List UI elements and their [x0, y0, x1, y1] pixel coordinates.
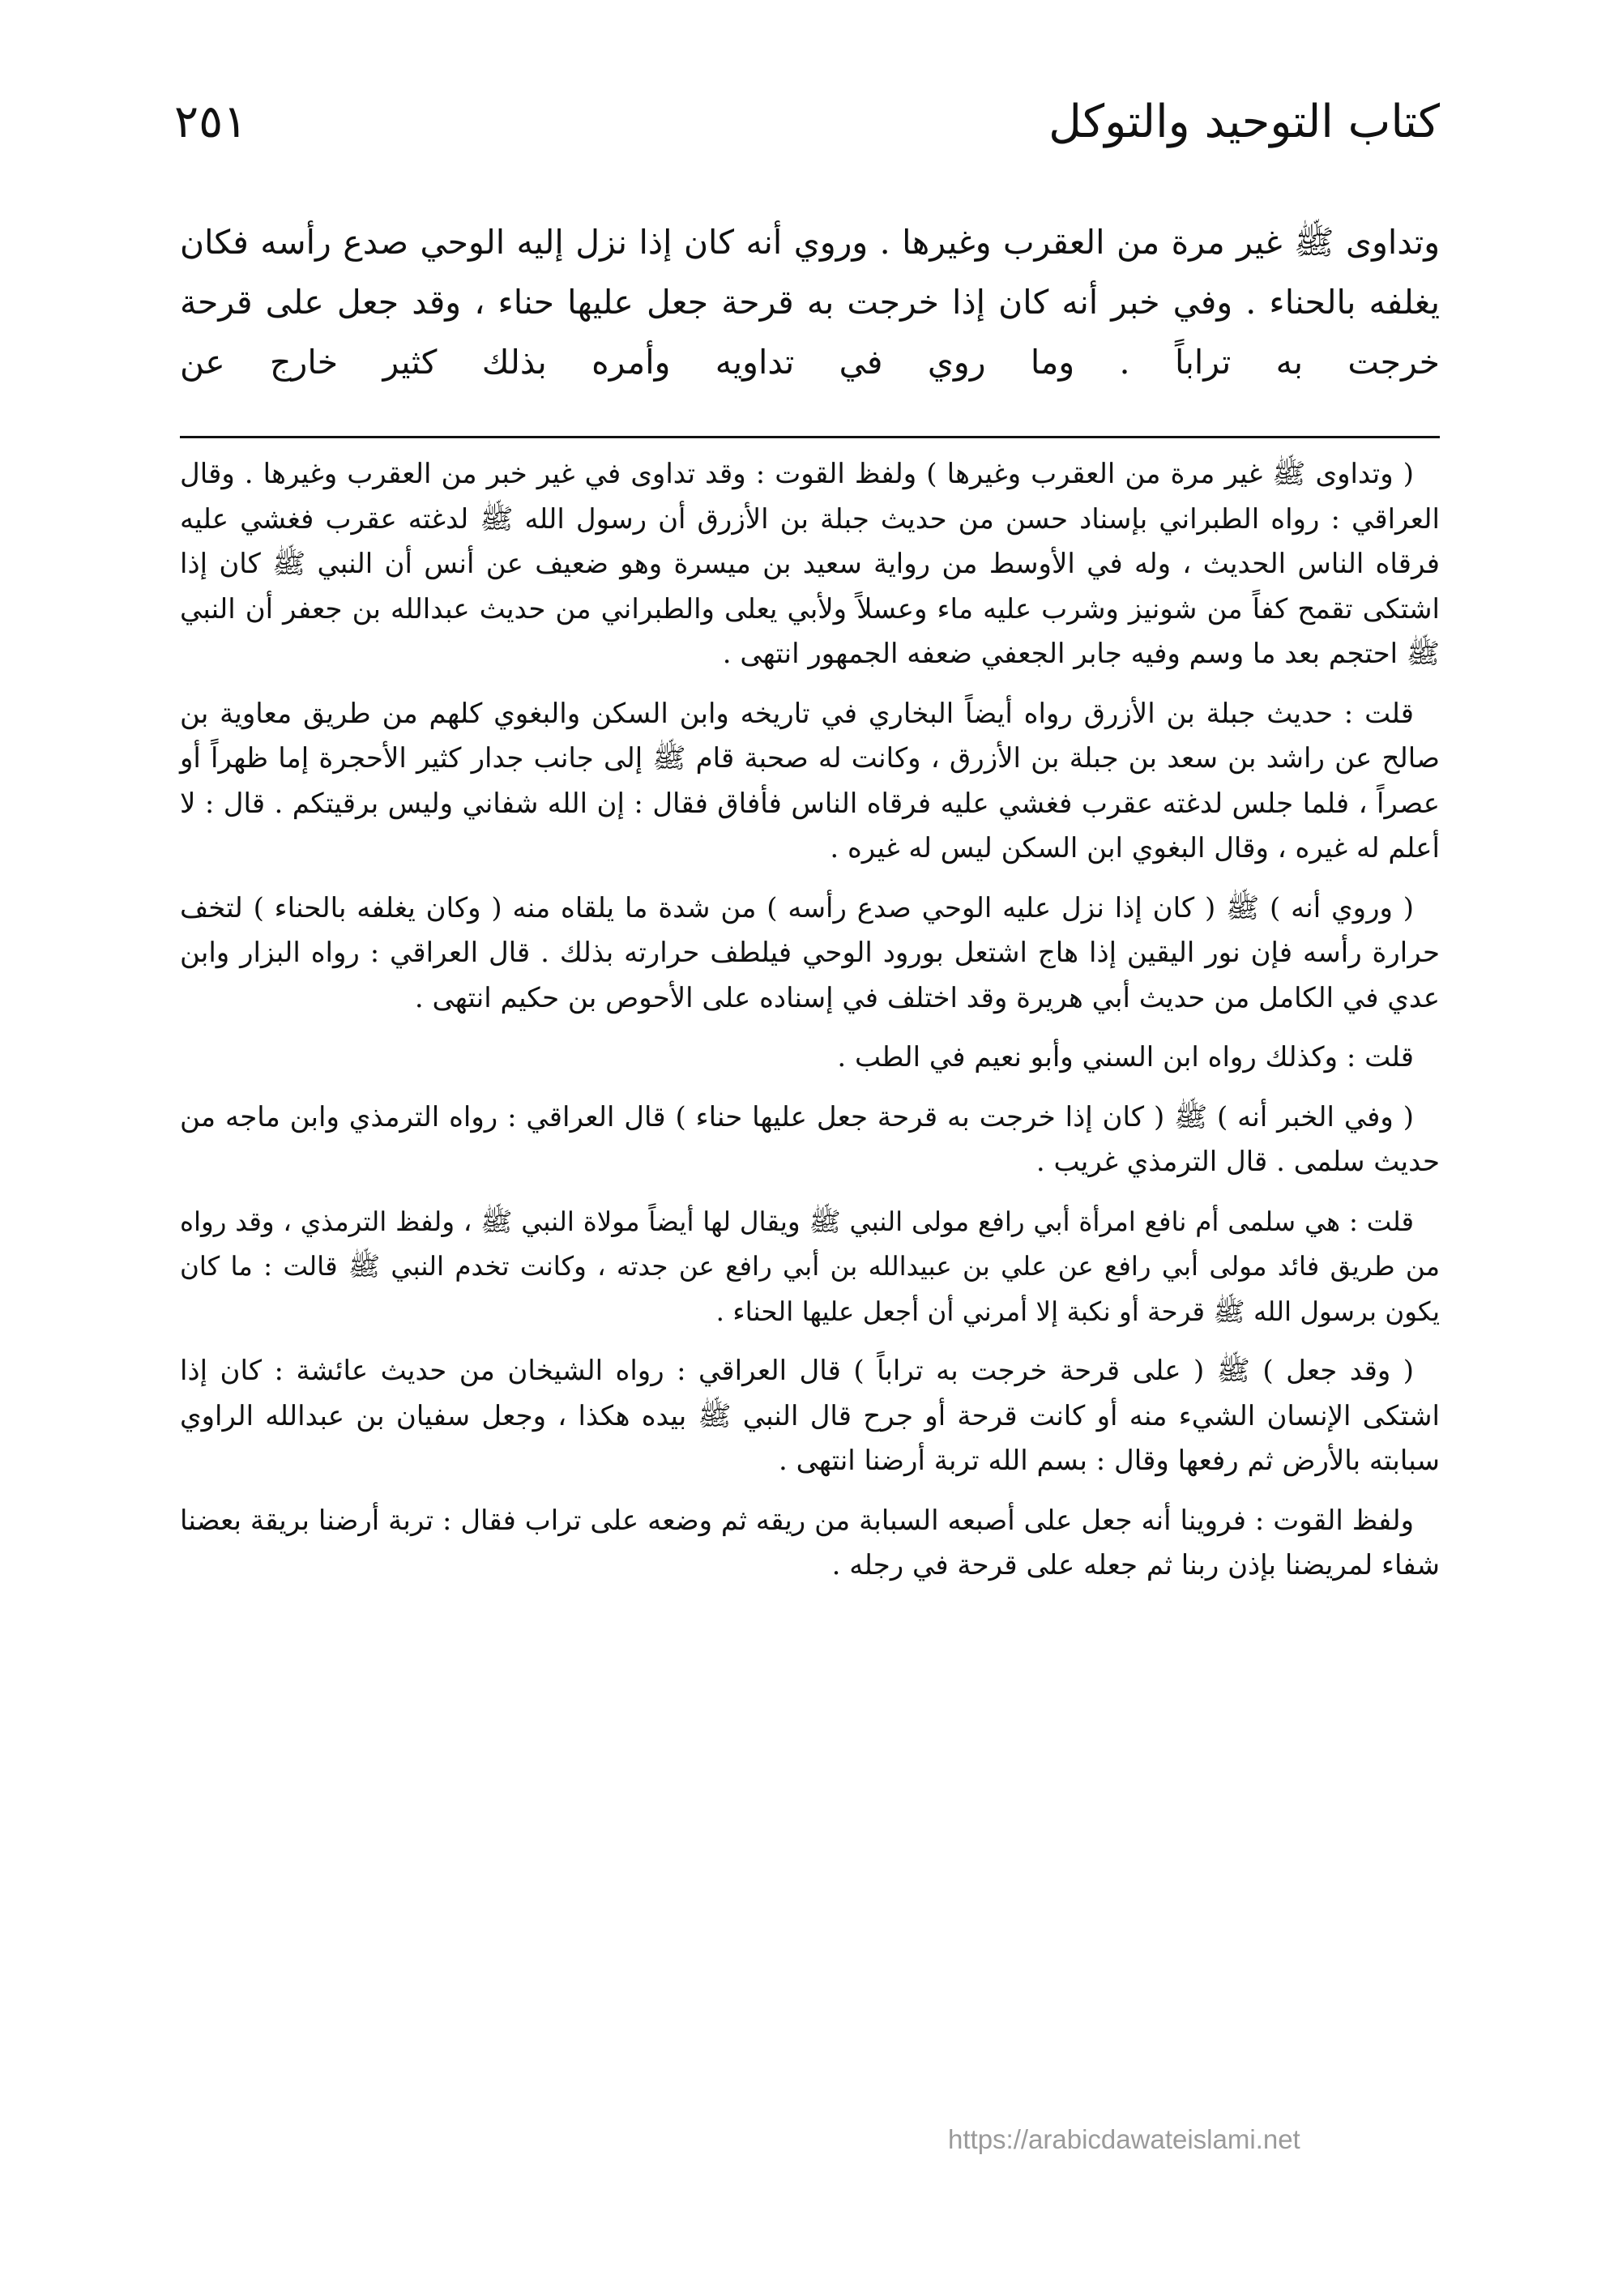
commentary-paragraph-1: ( وتداوى ﷺ غير مرة من العقرب وغيرها ) ولفظ القوت : وقد تداوى في غير خبر من العقرب وغيرها . وقال العراقي : رواه الطبراني بإسناد حسن من حديث جبلة بن الأزرق أن رسول الله ﷺ لدغته عقرب فغشي عليه فرقاه الناس الحديث ، وله في الأوسط من رواية سعيد بن ميسرة وهو ضعيف عن أنس أن النبي ﷺ كان إذا اشتكى تقمح كفاً من شونيز وشرب عليه ماء وعسلاً ولأبي يعلى والطبراني من حديث عبدالله بن جعفر أن النبي ﷺ احتجم بعد ما وسم وفيه جابر الجعفي ضعفه الجمهور انتهى . — [180, 458, 1440, 670]
commentary-paragraph-2: قلت : حديث جبلة بن الأزرق رواه أيضاً البخاري في تاريخه وابن السكن والبغوي كلهم من طريق معاوية بن صالح عن راشد بن سعد بن جبلة بن الأزرق ، وكانت له صحبة قام ﷺ إلى جانب جدار كثير الأحجرة إما ظهراً أو عصراً ، فلما جلس لدغته عقرب فغشي عليه فرقاه الناس فأفاق فقال : إن الله شفاني وليس برقيتكم . قال : لا أعلم له غيره ، وقال البغوي ابن السكن ليس له غيره . — [180, 697, 1440, 864]
footnote-divider — [180, 436, 1440, 438]
commentary-paragraph-4: قلت : وكذلك رواه ابن السني وأبو نعيم في الطب . — [837, 1041, 1414, 1073]
main-paragraph: وتداوى ﷺ غير مرة من العقرب وغيرها . وروي أنه كان إذا نزل إليه الوحي صدع رأسه فكان يغلفه بالحناء . وفي خبر أنه كان إذا خرجت به قرحة جعل عليها حناء ، وقد جعل على قرحة خرجت به تراباً . وما روي في تداويه وأمره بذلك كثير خارج عن — [180, 223, 1440, 382]
commentary — [180, 452, 1440, 1603]
page-header — [174, 96, 1440, 169]
commentary-paragraph-3: ( وروي أنه ) ﷺ ( كان إذا نزل عليه الوحي صدع رأسه ) من شدة ما يلقاه منه ( وكان يغلفه بالحناء ) لتخف حرارة رأسه فإن نور اليقين إذا هاج اشتعل بورود الوحي فيلطف حرارته بذلك . قال العراقي : رواه البزار وابن عدي في الكامل من حديث أبي هريرة وقد اختلف في إسناده على الأحوص بن حكيم انتهى . — [180, 891, 1440, 1014]
commentary-paragraph-6: قلت : هي سلمى أم نافع امرأة أبي رافع مولى النبي ﷺ ويقال لها أيضاً مولاة النبي ﷺ ، ولفظ الترمذي ، وقد رواه من طريق فائد مولى أبي رافع عن علي بن عبيدالله بن أبي رافع عن جدته ، وكانت تخدم النبي ﷺ قالت : ما كان يكون برسول الله ﷺ قرحة أو نكبة إلا أمرني أن أجعل عليها الحناء . — [180, 1206, 1440, 1327]
commentary-paragraph-5: ( وفي الخبر أنه ) ﷺ ( كان إذا خرجت به قرحة جعل عليها حناء ) قال العراقي : رواه الترمذي وابن ماجه من حديث سلمى . قال الترمذي غريب . — [180, 1100, 1440, 1178]
page-number: ٢٥١ — [174, 96, 248, 148]
commentary-paragraph-8: ولفظ القوت : فروينا أنه جعل على أصبعه السبابة من ريقه ثم وضعه على تراب فقال : تربة أرضنا بريقة بعضنا شفاء لمريضنا بإذن ربنا ثم جعله على قرحة في رجله . — [180, 1504, 1440, 1581]
watermark-url: https://arabicdawateislami.net — [948, 2124, 1300, 2154]
book-title: كتاب التوحيد والتوكل — [1048, 96, 1440, 148]
main-text — [180, 212, 1440, 392]
commentary-paragraph-7: ( وقد جعل ) ﷺ ( على قرحة خرجت به تراباً ) قال العراقي : رواه الشيخان من حديث عائشة : كان إذا اشتكى الإنسان الشيء منه أو كانت قرحة أو جرح قال النبي ﷺ بيده هكذا ، وجعل سفيان بن عبدالله الراوي سبابته بالأرض ثم رفعها وقال : بسم الله تربة أرضنا انتهى . — [180, 1355, 1440, 1477]
